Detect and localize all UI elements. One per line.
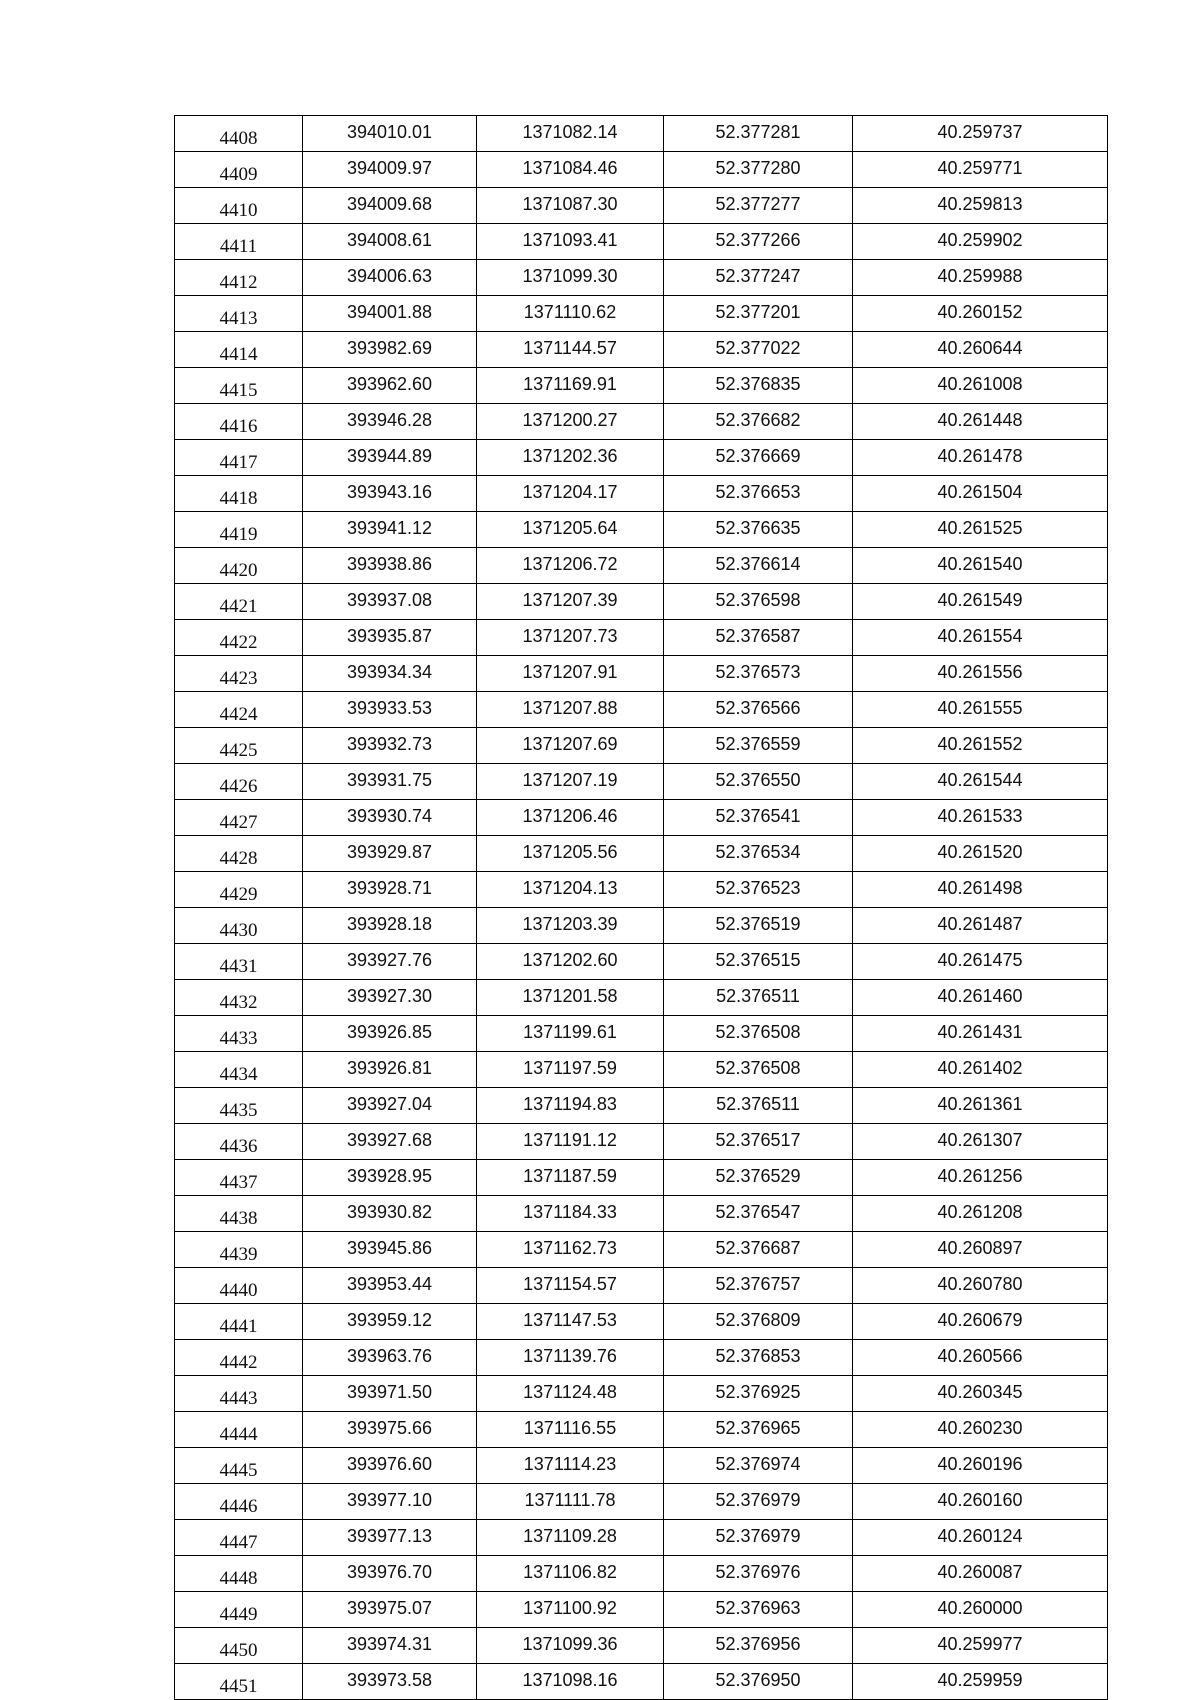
coordinates-table <box>174 115 1108 1700</box>
latitude-cell: 52.376566 <box>664 692 853 728</box>
latitude-cell: 52.376519 <box>664 908 853 944</box>
table-row <box>175 1088 1108 1124</box>
x-coordinate-cell: 394006.63 <box>303 260 477 296</box>
longitude-cell: 40.261520 <box>853 836 1108 872</box>
longitude-cell: 40.259977 <box>853 1628 1108 1664</box>
point-number-cell: 4451 <box>175 1664 303 1700</box>
y-coordinate-cell: 1371194.83 <box>477 1088 664 1124</box>
latitude-cell: 52.376976 <box>664 1556 853 1592</box>
point-number-cell: 4445 <box>175 1448 303 1484</box>
y-coordinate-cell: 1371201.58 <box>477 980 664 1016</box>
y-coordinate-cell: 1371191.12 <box>477 1124 664 1160</box>
x-coordinate-cell: 393935.87 <box>303 620 477 656</box>
point-number-cell: 4431 <box>175 944 303 980</box>
longitude-cell: 40.261504 <box>853 476 1108 512</box>
longitude-cell: 40.260230 <box>853 1412 1108 1448</box>
point-number-cell: 4408 <box>175 116 303 152</box>
point-number-cell: 4435 <box>175 1088 303 1124</box>
table-row <box>175 1484 1108 1520</box>
y-coordinate-cell: 1371111.78 <box>477 1484 664 1520</box>
point-number-cell: 4420 <box>175 548 303 584</box>
table-row <box>175 548 1108 584</box>
y-coordinate-cell: 1371139.76 <box>477 1340 664 1376</box>
y-coordinate-cell: 1371099.30 <box>477 260 664 296</box>
x-coordinate-cell: 393926.81 <box>303 1052 477 1088</box>
x-coordinate-cell: 393930.74 <box>303 800 477 836</box>
latitude-cell: 52.376757 <box>664 1268 853 1304</box>
table-row <box>175 1448 1108 1484</box>
latitude-cell: 52.377281 <box>664 116 853 152</box>
y-coordinate-cell: 1371202.36 <box>477 440 664 476</box>
x-coordinate-cell: 393973.58 <box>303 1664 477 1700</box>
x-coordinate-cell: 394010.01 <box>303 116 477 152</box>
table-row <box>175 980 1108 1016</box>
x-coordinate-cell: 393932.73 <box>303 728 477 764</box>
y-coordinate-cell: 1371207.39 <box>477 584 664 620</box>
longitude-cell: 40.261554 <box>853 620 1108 656</box>
table-row <box>175 872 1108 908</box>
y-coordinate-cell: 1371205.64 <box>477 512 664 548</box>
latitude-cell: 52.377277 <box>664 188 853 224</box>
y-coordinate-cell: 1371206.72 <box>477 548 664 584</box>
latitude-cell: 52.376835 <box>664 368 853 404</box>
longitude-cell: 40.259813 <box>853 188 1108 224</box>
longitude-cell: 40.259737 <box>853 116 1108 152</box>
longitude-cell: 40.261555 <box>853 692 1108 728</box>
longitude-cell: 40.260000 <box>853 1592 1108 1628</box>
table-row <box>175 1628 1108 1664</box>
longitude-cell: 40.260124 <box>853 1520 1108 1556</box>
latitude-cell: 52.376529 <box>664 1160 853 1196</box>
y-coordinate-cell: 1371099.36 <box>477 1628 664 1664</box>
latitude-cell: 52.376511 <box>664 980 853 1016</box>
y-coordinate-cell: 1371197.59 <box>477 1052 664 1088</box>
latitude-cell: 52.376653 <box>664 476 853 512</box>
latitude-cell: 52.376979 <box>664 1520 853 1556</box>
longitude-cell: 40.261487 <box>853 908 1108 944</box>
table-row <box>175 836 1108 872</box>
x-coordinate-cell: 393945.86 <box>303 1232 477 1268</box>
longitude-cell: 40.261448 <box>853 404 1108 440</box>
table-row <box>175 224 1108 260</box>
point-number-cell: 4432 <box>175 980 303 1016</box>
x-coordinate-cell: 393938.86 <box>303 548 477 584</box>
x-coordinate-cell: 393944.89 <box>303 440 477 476</box>
table-row <box>175 1340 1108 1376</box>
longitude-cell: 40.261549 <box>853 584 1108 620</box>
x-coordinate-cell: 393977.10 <box>303 1484 477 1520</box>
table-row <box>175 764 1108 800</box>
longitude-cell: 40.261498 <box>853 872 1108 908</box>
x-coordinate-cell: 394009.97 <box>303 152 477 188</box>
x-coordinate-cell: 393927.68 <box>303 1124 477 1160</box>
latitude-cell: 52.376950 <box>664 1664 853 1700</box>
longitude-cell: 40.261552 <box>853 728 1108 764</box>
longitude-cell: 40.260566 <box>853 1340 1108 1376</box>
latitude-cell: 52.376979 <box>664 1484 853 1520</box>
x-coordinate-cell: 393953.44 <box>303 1268 477 1304</box>
y-coordinate-cell: 1371109.28 <box>477 1520 664 1556</box>
y-coordinate-cell: 1371199.61 <box>477 1016 664 1052</box>
x-coordinate-cell: 393927.30 <box>303 980 477 1016</box>
latitude-cell: 52.376523 <box>664 872 853 908</box>
table-row <box>175 116 1108 152</box>
table-row <box>175 620 1108 656</box>
point-number-cell: 4436 <box>175 1124 303 1160</box>
point-number-cell: 4441 <box>175 1304 303 1340</box>
longitude-cell: 40.260160 <box>853 1484 1108 1520</box>
y-coordinate-cell: 1371203.39 <box>477 908 664 944</box>
longitude-cell: 40.261431 <box>853 1016 1108 1052</box>
point-number-cell: 4430 <box>175 908 303 944</box>
point-number-cell: 4415 <box>175 368 303 404</box>
y-coordinate-cell: 1371100.92 <box>477 1592 664 1628</box>
x-coordinate-cell: 393959.12 <box>303 1304 477 1340</box>
point-number-cell: 4449 <box>175 1592 303 1628</box>
x-coordinate-cell: 393962.60 <box>303 368 477 404</box>
latitude-cell: 52.377280 <box>664 152 853 188</box>
y-coordinate-cell: 1371147.53 <box>477 1304 664 1340</box>
latitude-cell: 52.376809 <box>664 1304 853 1340</box>
latitude-cell: 52.376547 <box>664 1196 853 1232</box>
table-row <box>175 692 1108 728</box>
table-row <box>175 1556 1108 1592</box>
longitude-cell: 40.261556 <box>853 656 1108 692</box>
point-number-cell: 4416 <box>175 404 303 440</box>
y-coordinate-cell: 1371114.23 <box>477 1448 664 1484</box>
y-coordinate-cell: 1371207.88 <box>477 692 664 728</box>
longitude-cell: 40.261460 <box>853 980 1108 1016</box>
y-coordinate-cell: 1371098.16 <box>477 1664 664 1700</box>
y-coordinate-cell: 1371205.56 <box>477 836 664 872</box>
x-coordinate-cell: 393929.87 <box>303 836 477 872</box>
point-number-cell: 4413 <box>175 296 303 332</box>
longitude-cell: 40.260679 <box>853 1304 1108 1340</box>
longitude-cell: 40.260087 <box>853 1556 1108 1592</box>
point-number-cell: 4439 <box>175 1232 303 1268</box>
latitude-cell: 52.376925 <box>664 1376 853 1412</box>
table-row <box>175 1520 1108 1556</box>
point-number-cell: 4423 <box>175 656 303 692</box>
latitude-cell: 52.376517 <box>664 1124 853 1160</box>
x-coordinate-cell: 393937.08 <box>303 584 477 620</box>
y-coordinate-cell: 1371144.57 <box>477 332 664 368</box>
x-coordinate-cell: 393928.71 <box>303 872 477 908</box>
table-row <box>175 332 1108 368</box>
latitude-cell: 52.376669 <box>664 440 853 476</box>
longitude-cell: 40.259988 <box>853 260 1108 296</box>
x-coordinate-cell: 393946.28 <box>303 404 477 440</box>
y-coordinate-cell: 1371204.13 <box>477 872 664 908</box>
longitude-cell: 40.261478 <box>853 440 1108 476</box>
point-number-cell: 4442 <box>175 1340 303 1376</box>
point-number-cell: 4427 <box>175 800 303 836</box>
table-row <box>175 1268 1108 1304</box>
table-row <box>175 908 1108 944</box>
longitude-cell: 40.259902 <box>853 224 1108 260</box>
point-number-cell: 4437 <box>175 1160 303 1196</box>
x-coordinate-cell: 393933.53 <box>303 692 477 728</box>
longitude-cell: 40.261475 <box>853 944 1108 980</box>
table-row <box>175 1304 1108 1340</box>
longitude-cell: 40.260644 <box>853 332 1108 368</box>
x-coordinate-cell: 393927.76 <box>303 944 477 980</box>
longitude-cell: 40.259959 <box>853 1664 1108 1700</box>
x-coordinate-cell: 393934.34 <box>303 656 477 692</box>
y-coordinate-cell: 1371169.91 <box>477 368 664 404</box>
x-coordinate-cell: 393926.85 <box>303 1016 477 1052</box>
table-row <box>175 800 1108 836</box>
y-coordinate-cell: 1371116.55 <box>477 1412 664 1448</box>
table-row <box>175 404 1108 440</box>
table-row <box>175 1376 1108 1412</box>
point-number-cell: 4428 <box>175 836 303 872</box>
longitude-cell: 40.260897 <box>853 1232 1108 1268</box>
table-row <box>175 1592 1108 1628</box>
longitude-cell: 40.261256 <box>853 1160 1108 1196</box>
y-coordinate-cell: 1371162.73 <box>477 1232 664 1268</box>
table-row <box>175 944 1108 980</box>
y-coordinate-cell: 1371207.19 <box>477 764 664 800</box>
x-coordinate-cell: 393976.60 <box>303 1448 477 1484</box>
y-coordinate-cell: 1371202.60 <box>477 944 664 980</box>
y-coordinate-cell: 1371204.17 <box>477 476 664 512</box>
longitude-cell: 40.260345 <box>853 1376 1108 1412</box>
latitude-cell: 52.376687 <box>664 1232 853 1268</box>
x-coordinate-cell: 393928.95 <box>303 1160 477 1196</box>
latitude-cell: 52.376550 <box>664 764 853 800</box>
table-row <box>175 296 1108 332</box>
point-number-cell: 4419 <box>175 512 303 548</box>
x-coordinate-cell: 393963.76 <box>303 1340 477 1376</box>
x-coordinate-cell: 393941.12 <box>303 512 477 548</box>
point-number-cell: 4440 <box>175 1268 303 1304</box>
longitude-cell: 40.261540 <box>853 548 1108 584</box>
longitude-cell: 40.261544 <box>853 764 1108 800</box>
latitude-cell: 52.376853 <box>664 1340 853 1376</box>
latitude-cell: 52.376559 <box>664 728 853 764</box>
y-coordinate-cell: 1371124.48 <box>477 1376 664 1412</box>
point-number-cell: 4410 <box>175 188 303 224</box>
y-coordinate-cell: 1371187.59 <box>477 1160 664 1196</box>
latitude-cell: 52.377247 <box>664 260 853 296</box>
y-coordinate-cell: 1371207.69 <box>477 728 664 764</box>
table-row <box>175 1664 1108 1700</box>
latitude-cell: 52.376956 <box>664 1628 853 1664</box>
table-row <box>175 1412 1108 1448</box>
x-coordinate-cell: 393931.75 <box>303 764 477 800</box>
point-number-cell: 4450 <box>175 1628 303 1664</box>
table-row <box>175 1196 1108 1232</box>
y-coordinate-cell: 1371110.62 <box>477 296 664 332</box>
y-coordinate-cell: 1371087.30 <box>477 188 664 224</box>
longitude-cell: 40.261525 <box>853 512 1108 548</box>
longitude-cell: 40.260196 <box>853 1448 1108 1484</box>
latitude-cell: 52.376573 <box>664 656 853 692</box>
table-row <box>175 152 1108 188</box>
y-coordinate-cell: 1371084.46 <box>477 152 664 188</box>
table-row <box>175 1124 1108 1160</box>
table-row <box>175 188 1108 224</box>
longitude-cell: 40.261533 <box>853 800 1108 836</box>
x-coordinate-cell: 394009.68 <box>303 188 477 224</box>
x-coordinate-cell: 393930.82 <box>303 1196 477 1232</box>
table-row <box>175 584 1108 620</box>
point-number-cell: 4417 <box>175 440 303 476</box>
point-number-cell: 4426 <box>175 764 303 800</box>
x-coordinate-cell: 393976.70 <box>303 1556 477 1592</box>
latitude-cell: 52.376534 <box>664 836 853 872</box>
longitude-cell: 40.260780 <box>853 1268 1108 1304</box>
latitude-cell: 52.376587 <box>664 620 853 656</box>
point-number-cell: 4425 <box>175 728 303 764</box>
longitude-cell: 40.259771 <box>853 152 1108 188</box>
x-coordinate-cell: 393975.07 <box>303 1592 477 1628</box>
table-row <box>175 512 1108 548</box>
longitude-cell: 40.261307 <box>853 1124 1108 1160</box>
x-coordinate-cell: 393943.16 <box>303 476 477 512</box>
x-coordinate-cell: 393975.66 <box>303 1412 477 1448</box>
y-coordinate-cell: 1371200.27 <box>477 404 664 440</box>
table-row <box>175 1160 1108 1196</box>
point-number-cell: 4444 <box>175 1412 303 1448</box>
x-coordinate-cell: 393928.18 <box>303 908 477 944</box>
table-row <box>175 440 1108 476</box>
latitude-cell: 52.376508 <box>664 1052 853 1088</box>
point-number-cell: 4433 <box>175 1016 303 1052</box>
point-number-cell: 4412 <box>175 260 303 296</box>
latitude-cell: 52.376963 <box>664 1592 853 1628</box>
x-coordinate-cell: 393971.50 <box>303 1376 477 1412</box>
point-number-cell: 4424 <box>175 692 303 728</box>
y-coordinate-cell: 1371184.33 <box>477 1196 664 1232</box>
point-number-cell: 4443 <box>175 1376 303 1412</box>
longitude-cell: 40.261008 <box>853 368 1108 404</box>
point-number-cell: 4438 <box>175 1196 303 1232</box>
coordinates-table-body <box>175 116 1108 1700</box>
point-number-cell: 4411 <box>175 224 303 260</box>
point-number-cell: 4429 <box>175 872 303 908</box>
y-coordinate-cell: 1371207.91 <box>477 656 664 692</box>
point-number-cell: 4414 <box>175 332 303 368</box>
latitude-cell: 52.376974 <box>664 1448 853 1484</box>
latitude-cell: 52.376541 <box>664 800 853 836</box>
table-row <box>175 1232 1108 1268</box>
table-row <box>175 656 1108 692</box>
latitude-cell: 52.376614 <box>664 548 853 584</box>
table-row <box>175 728 1108 764</box>
point-number-cell: 4409 <box>175 152 303 188</box>
point-number-cell: 4422 <box>175 620 303 656</box>
latitude-cell: 52.376511 <box>664 1088 853 1124</box>
point-number-cell: 4447 <box>175 1520 303 1556</box>
y-coordinate-cell: 1371082.14 <box>477 116 664 152</box>
longitude-cell: 40.261361 <box>853 1088 1108 1124</box>
latitude-cell: 52.377022 <box>664 332 853 368</box>
latitude-cell: 52.376515 <box>664 944 853 980</box>
latitude-cell: 52.376508 <box>664 1016 853 1052</box>
y-coordinate-cell: 1371093.41 <box>477 224 664 260</box>
point-number-cell: 4421 <box>175 584 303 620</box>
y-coordinate-cell: 1371206.46 <box>477 800 664 836</box>
table-row <box>175 476 1108 512</box>
latitude-cell: 52.376965 <box>664 1412 853 1448</box>
point-number-cell: 4434 <box>175 1052 303 1088</box>
latitude-cell: 52.376598 <box>664 584 853 620</box>
latitude-cell: 52.377201 <box>664 296 853 332</box>
x-coordinate-cell: 393977.13 <box>303 1520 477 1556</box>
x-coordinate-cell: 393927.04 <box>303 1088 477 1124</box>
y-coordinate-cell: 1371154.57 <box>477 1268 664 1304</box>
x-coordinate-cell: 393974.31 <box>303 1628 477 1664</box>
longitude-cell: 40.261402 <box>853 1052 1108 1088</box>
y-coordinate-cell: 1371207.73 <box>477 620 664 656</box>
x-coordinate-cell: 394008.61 <box>303 224 477 260</box>
y-coordinate-cell: 1371106.82 <box>477 1556 664 1592</box>
table-row <box>175 368 1108 404</box>
latitude-cell: 52.377266 <box>664 224 853 260</box>
longitude-cell: 40.260152 <box>853 296 1108 332</box>
x-coordinate-cell: 393982.69 <box>303 332 477 368</box>
table-row <box>175 1016 1108 1052</box>
latitude-cell: 52.376635 <box>664 512 853 548</box>
longitude-cell: 40.261208 <box>853 1196 1108 1232</box>
x-coordinate-cell: 394001.88 <box>303 296 477 332</box>
table-row <box>175 260 1108 296</box>
table-row <box>175 1052 1108 1088</box>
point-number-cell: 4418 <box>175 476 303 512</box>
latitude-cell: 52.376682 <box>664 404 853 440</box>
point-number-cell: 4446 <box>175 1484 303 1520</box>
point-number-cell: 4448 <box>175 1556 303 1592</box>
